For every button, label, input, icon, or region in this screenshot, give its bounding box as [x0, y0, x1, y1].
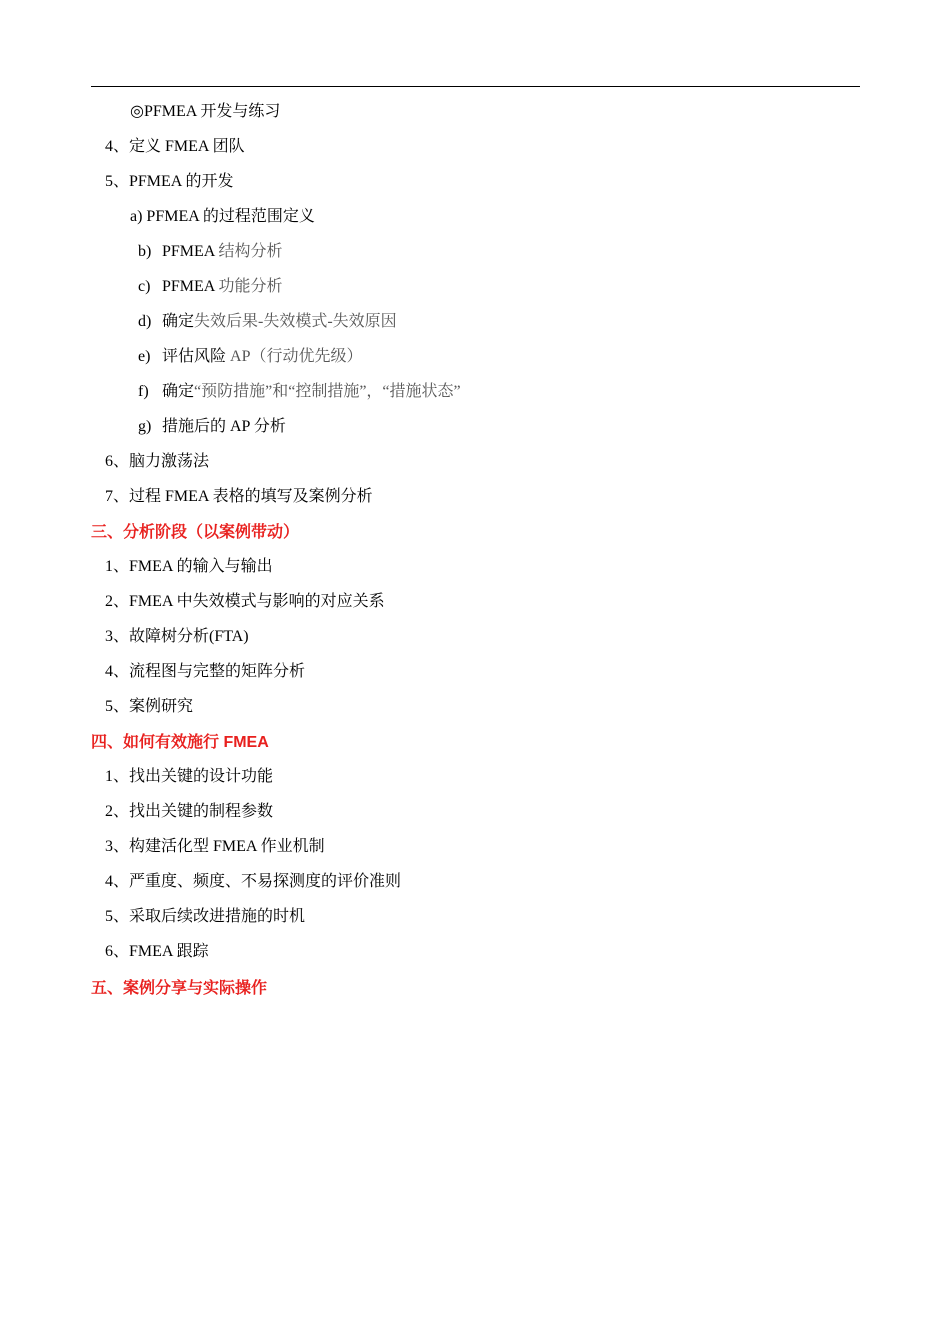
line-process-scope: a) PFMEA 的过程范围定义: [130, 208, 315, 225]
sub-item-prefix: PFMEA: [162, 243, 219, 260]
sub-item-structure: [138, 242, 282, 262]
sub-item-rest: AP（行动优先级）: [226, 348, 363, 365]
list-item: 1、FMEA 的输入与输出: [105, 558, 273, 575]
sub-item-letter: b): [138, 243, 152, 260]
sub-item-prefix: 确定: [162, 313, 195, 330]
section-heading-effective-fmea: 四、如何有效施行 FMEA: [91, 734, 269, 751]
list-item: 5、案例研究: [105, 698, 194, 715]
sub-item-rest: 功能分析: [218, 278, 283, 295]
sub-item-prefix: 评估风险: [162, 348, 227, 365]
sub-item-post-ap: [138, 417, 286, 437]
line-process-fmea-form: 7、过程 FMEA 表格的填写及案例分析: [105, 488, 373, 505]
line-pfmea-practice: ◎PFMEA 开发与练习: [130, 103, 281, 120]
sub-item-function: [138, 277, 282, 297]
sub-item-rest: 结构分析: [218, 243, 283, 260]
sub-item-letter: g): [138, 418, 152, 435]
section-heading-case-sharing: 五、案例分享与实际操作: [91, 980, 268, 997]
sub-item-measures: [138, 382, 461, 402]
list-item: 3、构建活化型 FMEA 作业机制: [105, 838, 325, 855]
sub-item-prefix: PFMEA: [162, 278, 219, 295]
list-item: 6、FMEA 跟踪: [105, 943, 209, 960]
list-item: 2、找出关键的制程参数: [105, 803, 274, 820]
header-rule: [91, 86, 860, 87]
list-item: 2、FMEA 中失效模式与影响的对应关系: [105, 593, 385, 610]
list-item: 5、采取后续改进措施的时机: [105, 908, 306, 925]
sub-item-rest: 失效后果-失效模式-失效原因: [194, 313, 397, 330]
sub-item-failure-chain: [138, 312, 397, 332]
sub-item-risk-ap: [138, 347, 362, 367]
sub-item-prefix: 措施后的 AP 分析: [162, 418, 286, 435]
list-item: 3、故障树分析(FTA): [105, 628, 249, 645]
sub-item-letter: f): [138, 383, 149, 400]
line-define-team: 4、定义 FMEA 团队: [105, 138, 245, 155]
sub-item-letter: d): [138, 313, 152, 330]
sub-item-prefix: 确定: [162, 383, 195, 400]
list-item: 4、流程图与完整的矩阵分析: [105, 663, 306, 680]
sub-item-rest: “预防措施”和“控制措施”，“措施状态”: [194, 383, 461, 400]
sub-item-letter: c): [138, 278, 151, 295]
line-pfmea-development: 5、PFMEA 的开发: [105, 173, 234, 190]
list-item: 4、严重度、频度、不易探测度的评价准则: [105, 873, 402, 890]
line-brainstorm: 6、脑力激荡法: [105, 453, 210, 470]
sub-item-letter: e): [138, 348, 151, 365]
list-item: 1、找出关键的设计功能: [105, 768, 274, 785]
section-heading-analysis: 三、分析阶段（以案例带动）: [91, 524, 300, 541]
